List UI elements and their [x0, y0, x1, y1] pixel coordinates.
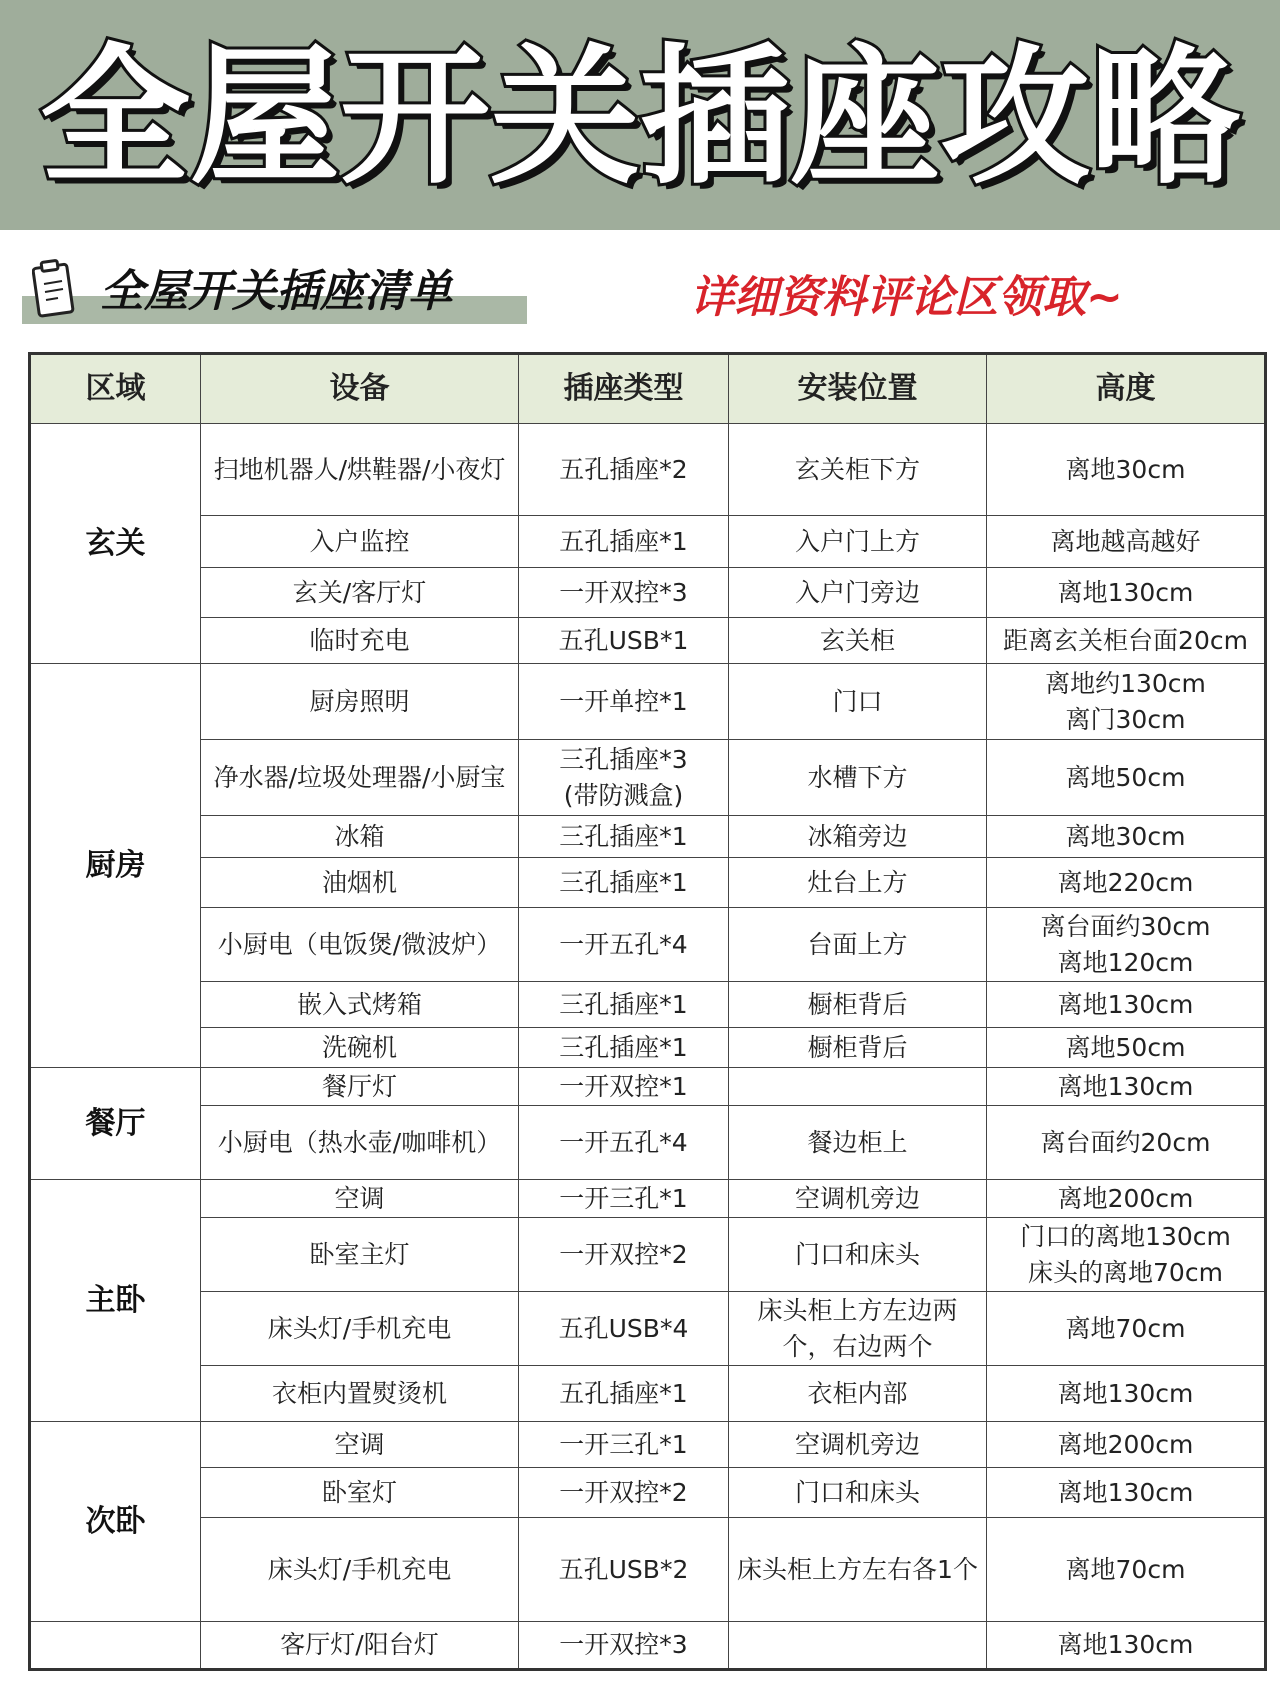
type-cell: 一开双控*2: [519, 1468, 729, 1518]
table-row: [30, 1068, 1266, 1106]
table-row: [30, 1028, 1266, 1068]
table-row: [30, 1106, 1266, 1180]
device-cell: 卧室主灯: [201, 1218, 519, 1292]
type-cell: 一开五孔*4: [519, 1106, 729, 1180]
header-location: 安装位置: [729, 354, 987, 424]
location-cell: 台面上方: [729, 908, 987, 982]
location-cell: 床头柜上方左边两个，右边两个: [729, 1292, 987, 1366]
device-cell: 客厅灯/阳台灯: [201, 1622, 519, 1670]
outlet-table: [28, 352, 1267, 1671]
title-banner: [0, 0, 1280, 230]
device-cell: 衣柜内置熨烫机: [201, 1366, 519, 1422]
table-row: [30, 424, 1266, 516]
location-cell: 玄关柜下方: [729, 424, 987, 516]
device-cell: 玄关/客厅灯: [201, 568, 519, 618]
location-cell: [729, 1622, 987, 1670]
height-cell: 离地约130cm 离门30cm: [987, 664, 1266, 740]
table-row: [30, 1622, 1266, 1670]
location-cell: 水槽下方: [729, 740, 987, 816]
type-cell: 一开三孔*1: [519, 1422, 729, 1468]
type-cell: 一开双控*2: [519, 1218, 729, 1292]
table-row: [30, 1518, 1266, 1622]
height-cell: 离地200cm: [987, 1422, 1266, 1468]
type-cell: 五孔插座*1: [519, 1366, 729, 1422]
location-cell: 玄关柜: [729, 618, 987, 664]
device-cell: 厨房照明: [201, 664, 519, 740]
header-height: 高度: [987, 354, 1266, 424]
type-cell: 三孔插座*1: [519, 858, 729, 908]
type-cell: 五孔USB*2: [519, 1518, 729, 1622]
table-row: [30, 816, 1266, 858]
type-cell: 三孔插座*1: [519, 1028, 729, 1068]
type-cell: 三孔插座*1: [519, 816, 729, 858]
height-cell: 离地130cm: [987, 568, 1266, 618]
height-cell: 门口的离地130cm 床头的离地70cm: [987, 1218, 1266, 1292]
location-cell: 衣柜内部: [729, 1366, 987, 1422]
list-title: 全屋开关插座清单: [100, 266, 452, 317]
device-cell: 临时充电: [201, 618, 519, 664]
height-cell: 离地130cm: [987, 1468, 1266, 1518]
location-cell: 橱柜背后: [729, 982, 987, 1028]
device-cell: 油烟机: [201, 858, 519, 908]
area-cell: 餐厅: [30, 1068, 201, 1180]
table-row: [30, 982, 1266, 1028]
table-row: [30, 740, 1266, 816]
area-cell: 厨房: [30, 664, 201, 1068]
device-cell: 小厨电（电饭煲/微波炉）: [201, 908, 519, 982]
device-cell: 净水器/垃圾处理器/小厨宝: [201, 740, 519, 816]
device-cell: 床头灯/手机充电: [201, 1292, 519, 1366]
height-cell: 离地50cm: [987, 740, 1266, 816]
height-cell: 离台面约30cm 离地120cm: [987, 908, 1266, 982]
location-cell: 冰箱旁边: [729, 816, 987, 858]
table-header-row: [30, 354, 1266, 424]
height-cell: 离地200cm: [987, 1180, 1266, 1218]
area-cell: 玄关: [30, 424, 201, 664]
device-cell: 洗碗机: [201, 1028, 519, 1068]
device-cell: 床头灯/手机充电: [201, 1518, 519, 1622]
type-cell: 五孔插座*2: [519, 424, 729, 516]
type-cell: 三孔插座*3 (带防溅盒): [519, 740, 729, 816]
device-cell: 空调: [201, 1180, 519, 1218]
location-cell: 灶台上方: [729, 858, 987, 908]
height-cell: 离地130cm: [987, 1068, 1266, 1106]
device-cell: 餐厅灯: [201, 1068, 519, 1106]
table-row: [30, 1468, 1266, 1518]
type-cell: 一开双控*1: [519, 1068, 729, 1106]
type-cell: 五孔USB*1: [519, 618, 729, 664]
comment-note: 详细资料评论区领取~: [690, 272, 1123, 323]
device-cell: 小厨电（热水壶/咖啡机）: [201, 1106, 519, 1180]
height-cell: 离地30cm: [987, 816, 1266, 858]
height-cell: 离地130cm: [987, 982, 1266, 1028]
header-type: 插座类型: [519, 354, 729, 424]
location-cell: 门口和床头: [729, 1218, 987, 1292]
height-cell: 离地70cm: [987, 1518, 1266, 1622]
table-row: [30, 516, 1266, 568]
table-row: [30, 858, 1266, 908]
area-cell: 主卧: [30, 1180, 201, 1422]
location-cell: 门口: [729, 664, 987, 740]
device-cell: 冰箱: [201, 816, 519, 858]
type-cell: 一开双控*3: [519, 568, 729, 618]
height-cell: 离台面约20cm: [987, 1106, 1266, 1180]
location-cell: 橱柜背后: [729, 1028, 987, 1068]
location-cell: 空调机旁边: [729, 1180, 987, 1218]
page-title: 全屋开关插座攻略: [39, 31, 1240, 205]
location-cell: 入户门上方: [729, 516, 987, 568]
height-cell: 离地越高越好: [987, 516, 1266, 568]
table-row: [30, 618, 1266, 664]
height-cell: 离地30cm: [987, 424, 1266, 516]
device-cell: 入户监控: [201, 516, 519, 568]
type-cell: 一开三孔*1: [519, 1180, 729, 1218]
table-row: [30, 1366, 1266, 1422]
device-cell: 嵌入式烤箱: [201, 982, 519, 1028]
header-area: 区域: [30, 354, 201, 424]
type-cell: 三孔插座*1: [519, 982, 729, 1028]
type-cell: 一开双控*3: [519, 1622, 729, 1670]
location-cell: 门口和床头: [729, 1468, 987, 1518]
height-cell: 距离玄关柜台面20cm: [987, 618, 1266, 664]
area-cell: [30, 1622, 201, 1670]
type-cell: 一开单控*1: [519, 664, 729, 740]
location-cell: 入户门旁边: [729, 568, 987, 618]
height-cell: 离地220cm: [987, 858, 1266, 908]
type-cell: 五孔插座*1: [519, 516, 729, 568]
type-cell: 五孔USB*4: [519, 1292, 729, 1366]
height-cell: 离地70cm: [987, 1292, 1266, 1366]
height-cell: 离地50cm: [987, 1028, 1266, 1068]
table-row: [30, 568, 1266, 618]
device-cell: 空调: [201, 1422, 519, 1468]
location-cell: 餐边柜上: [729, 1106, 987, 1180]
location-cell: [729, 1068, 987, 1106]
height-cell: 离地130cm: [987, 1366, 1266, 1422]
table-row: [30, 1292, 1266, 1366]
location-cell: 空调机旁边: [729, 1422, 987, 1468]
device-cell: 扫地机器人/烘鞋器/小夜灯: [201, 424, 519, 516]
height-cell: 离地130cm: [987, 1622, 1266, 1670]
type-cell: 一开五孔*4: [519, 908, 729, 982]
table-row: [30, 1180, 1266, 1218]
header-device: 设备: [201, 354, 519, 424]
table-row: [30, 1218, 1266, 1292]
table-row: [30, 1422, 1266, 1468]
device-cell: 卧室灯: [201, 1468, 519, 1518]
table-row: [30, 664, 1266, 740]
table-row: [30, 908, 1266, 982]
location-cell: 床头柜上方左右各1个: [729, 1518, 987, 1622]
area-cell: 次卧: [30, 1422, 201, 1622]
clipboard-icon: [32, 258, 76, 318]
